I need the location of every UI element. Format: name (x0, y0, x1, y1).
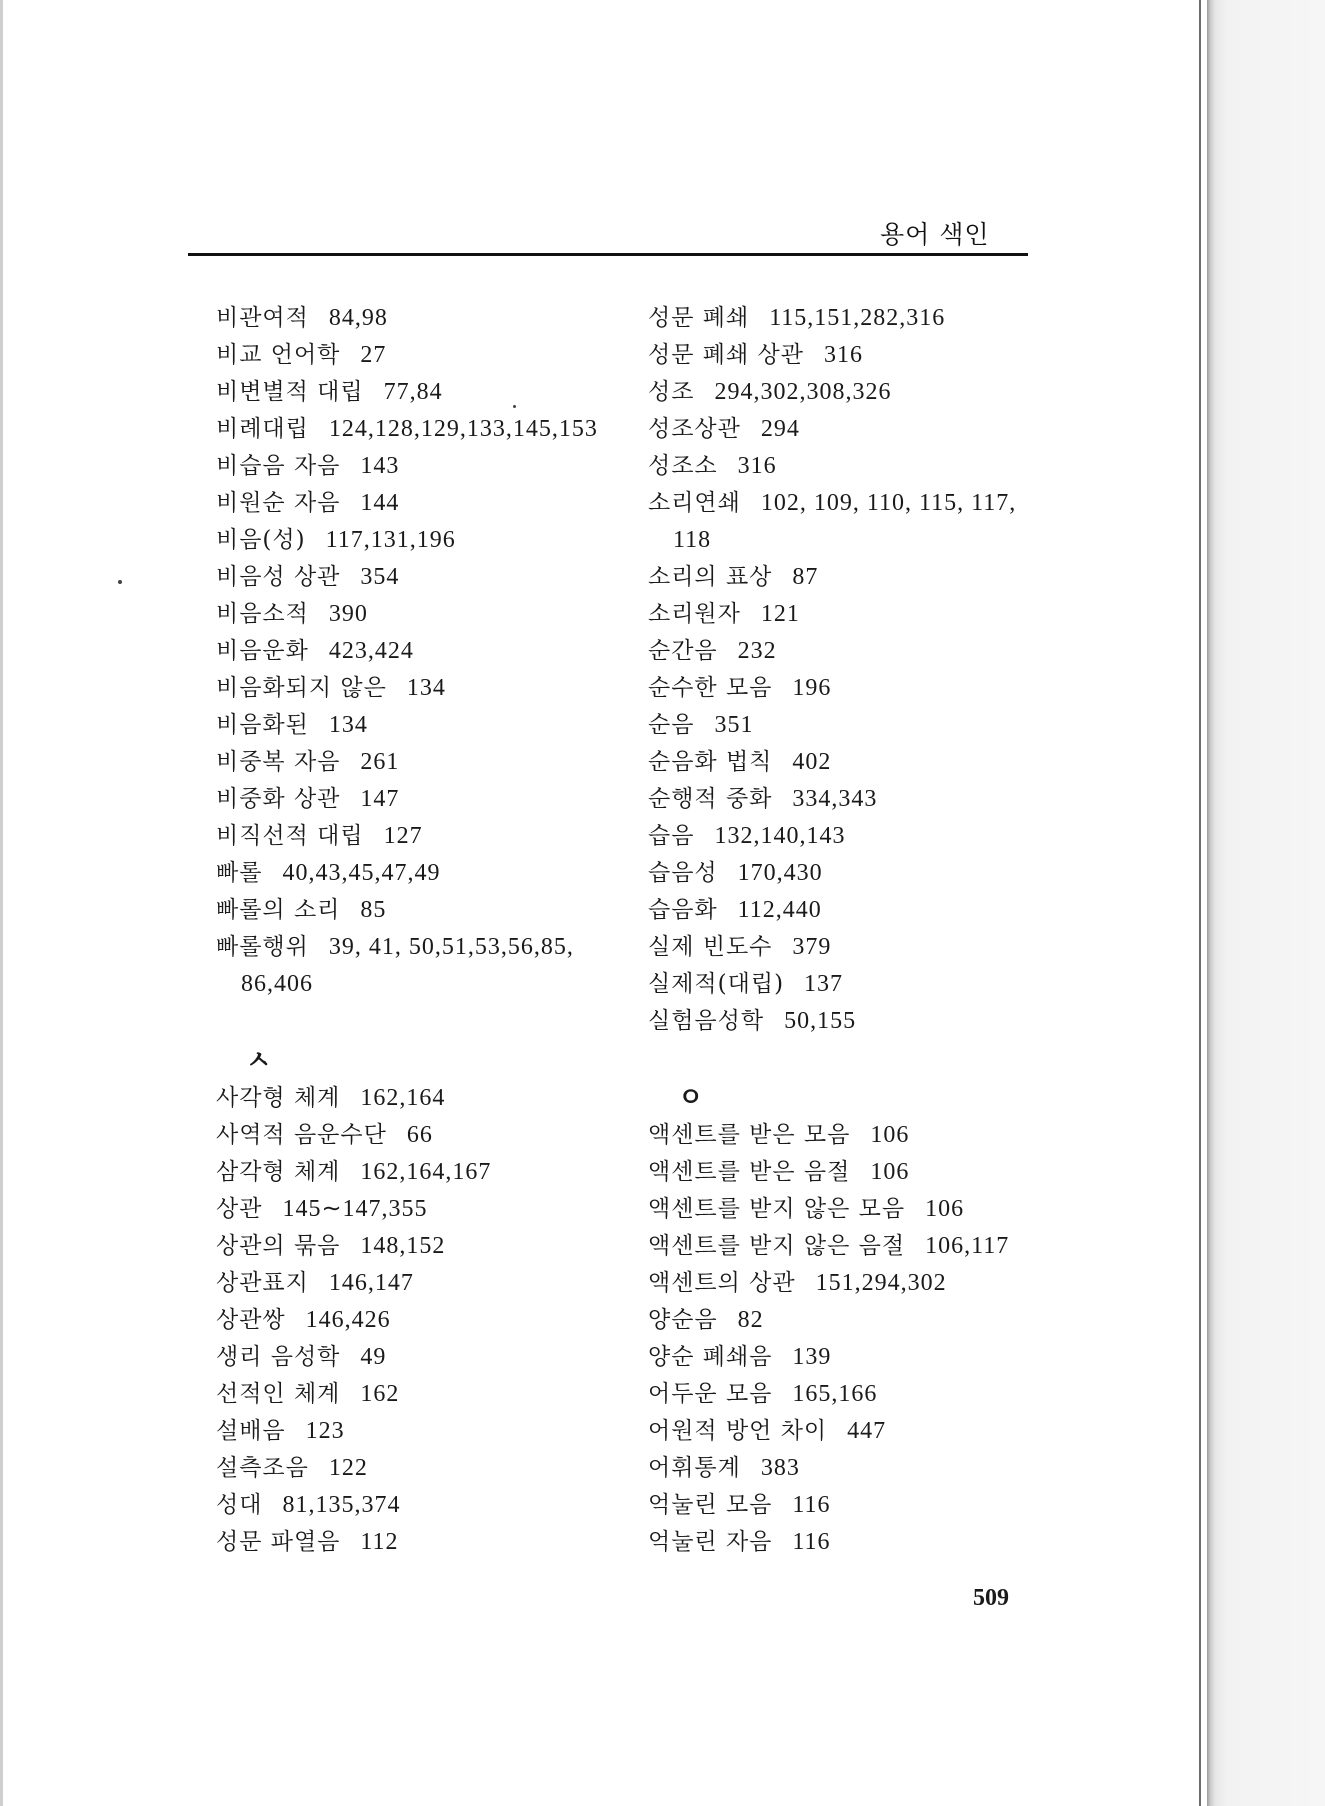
index-pages: 112,440 (737, 897, 822, 923)
index-entry (648, 1524, 1016, 1561)
index-entry (216, 1265, 598, 1302)
binding-shadow (1207, 0, 1325, 1806)
index-term: 성조 (648, 379, 695, 405)
page-number: 509 (973, 1585, 1009, 1611)
index-pages: 66 (406, 1122, 433, 1148)
index-entry (216, 596, 598, 633)
index-pages: 39, 41, 50,51,53,56,85, (328, 934, 574, 960)
index-entry (216, 744, 598, 781)
index-entry (216, 1339, 598, 1376)
index-pages: 82 (737, 1307, 764, 1333)
index-entry (216, 818, 598, 855)
index-entry (648, 1154, 1016, 1191)
index-entry (648, 1413, 1016, 1450)
index-entry (648, 300, 1016, 337)
binding-edge-line (1199, 0, 1201, 1806)
index-pages: 50,155 (784, 1008, 857, 1034)
index-pages: 145∼147,355 (282, 1196, 428, 1222)
index-pages: 81,135,374 (282, 1492, 401, 1518)
running-header: 용어 색인 (880, 220, 990, 249)
index-pages: 40,43,45,47,49 (282, 860, 441, 886)
index-term: 성대 (216, 1492, 263, 1518)
index-entry (216, 411, 598, 448)
index-term: 습음성 (648, 860, 718, 886)
index-pages: 143 (360, 453, 400, 479)
index-term: 어두운 모음 (648, 1381, 773, 1407)
index-entry (648, 781, 1016, 818)
page-left-edge (0, 0, 3, 1806)
index-entry (648, 1487, 1016, 1524)
index-term: 빠롤행위 (216, 934, 309, 960)
index-entry (216, 1450, 598, 1487)
index-term: 비음운화 (216, 638, 309, 664)
index-pages: 351 (714, 712, 754, 738)
index-entry (216, 1117, 598, 1154)
index-pages: 139 (792, 1344, 832, 1370)
index-entry (216, 1524, 598, 1561)
index-term: 비변별적 대립 (216, 379, 364, 405)
index-entry (648, 374, 1016, 411)
index-term: 소리의 표상 (648, 564, 773, 590)
index-term: 삼각형 체계 (216, 1159, 341, 1185)
index-entry (216, 485, 598, 522)
index-pages: 87 (792, 564, 819, 590)
index-term: 선적인 체계 (216, 1381, 341, 1407)
index-entry (648, 1191, 1016, 1228)
right-entries (648, 300, 1016, 1040)
index-pages: 383 (760, 1455, 800, 1481)
index-entry (648, 966, 1016, 1003)
index-entry (216, 1376, 598, 1413)
index-term: 실제적(대립) (648, 971, 785, 997)
index-pages: 27 (360, 342, 387, 368)
index-term: 액센트의 상관 (648, 1270, 796, 1296)
index-entry (216, 781, 598, 818)
index-pages: 84,98 (328, 305, 388, 331)
index-term: 상관 (216, 1196, 263, 1222)
index-pages: 132,140,143 (714, 823, 846, 849)
index-term: 성조소 (648, 453, 718, 479)
index-pages: 147 (360, 786, 400, 812)
index-term: 순행적 중화 (648, 786, 773, 812)
index-entry (216, 1080, 598, 1117)
index-pages: 162,164 (360, 1085, 446, 1111)
index-term: 비음화되지 않은 (216, 675, 387, 701)
index-pages: 423,424 (328, 638, 414, 664)
index-pages: 127 (383, 823, 423, 849)
index-pages: 134 (406, 675, 446, 701)
index-pages: 106,117 (925, 1233, 1010, 1259)
index-pages: 116 (792, 1529, 831, 1555)
index-entry (648, 1450, 1016, 1487)
index-pages: 261 (360, 749, 400, 775)
index-term: 습음 (648, 823, 695, 849)
index-term: 비교 언어학 (216, 342, 341, 368)
section-gap (648, 1040, 1016, 1080)
index-term: 사역적 음운수단 (216, 1122, 387, 1148)
print-speck (118, 580, 122, 584)
right-o-entries (648, 1117, 1016, 1561)
index-entry (216, 1413, 598, 1450)
index-pages: 85 (360, 897, 387, 923)
index-pages: 121 (760, 601, 800, 627)
index-term: 비습음 자음 (216, 453, 341, 479)
index-term: 비음성 상관 (216, 564, 341, 590)
index-pages: 77,84 (383, 379, 443, 405)
index-pages: 123 (305, 1418, 345, 1444)
index-entry (648, 485, 1016, 522)
index-pages: 196 (792, 675, 832, 701)
index-term: 성조상관 (648, 416, 741, 442)
index-entry (216, 374, 598, 411)
index-entry (648, 1339, 1016, 1376)
index-term: 성문 파열음 (216, 1529, 341, 1555)
index-entry (216, 929, 598, 966)
index-entry-continuation (216, 966, 598, 1003)
index-pages: 354 (360, 564, 400, 590)
header-rule (188, 253, 1028, 256)
section-heading-o: ㅇ (678, 1083, 704, 1113)
index-term: 빠롤의 소리 (216, 897, 341, 923)
index-entry (648, 744, 1016, 781)
index-pages: 402 (792, 749, 832, 775)
index-term: 성문 폐쇄 상관 (648, 342, 804, 368)
index-entry (216, 337, 598, 374)
index-entry (648, 559, 1016, 596)
index-entry (648, 411, 1016, 448)
index-pages: 390 (328, 601, 368, 627)
index-entry (216, 559, 598, 596)
index-term: 양순음 (648, 1307, 718, 1333)
index-term: 비음(성) (216, 527, 306, 553)
index-term: 비음화된 (216, 712, 309, 738)
index-pages: 148,152 (360, 1233, 446, 1259)
index-pages: 144 (360, 490, 400, 516)
index-entry (648, 1003, 1016, 1040)
index-term: 실제 빈도수 (648, 934, 773, 960)
index-term: 비중복 자음 (216, 749, 341, 775)
section-gap (216, 1003, 598, 1043)
index-pages: 102, 109, 110, 115, 117, (760, 490, 1017, 516)
index-entry (648, 448, 1016, 485)
index-term: 어원적 방언 차이 (648, 1418, 828, 1444)
index-entry (648, 707, 1016, 744)
index-pages: 379 (792, 934, 832, 960)
index-term: 설측조음 (216, 1455, 309, 1481)
index-pages: 316 (823, 342, 863, 368)
index-pages: 294,302,308,326 (714, 379, 892, 405)
index-entry (648, 929, 1016, 966)
index-entry (216, 855, 598, 892)
index-term: 상관쌍 (216, 1307, 286, 1333)
index-term: 비음소적 (216, 601, 309, 627)
index-term: 비례대립 (216, 416, 309, 442)
index-pages: 151,294,302 (815, 1270, 947, 1296)
index-pages: 146,147 (328, 1270, 414, 1296)
index-pages: 124,128,129,133,145,153 (328, 416, 598, 442)
index-entry (216, 1228, 598, 1265)
index-entry (216, 522, 598, 559)
index-pages: 137 (804, 971, 844, 997)
left-entries (216, 300, 598, 1003)
index-term: 비직선적 대립 (216, 823, 364, 849)
index-entry (648, 337, 1016, 374)
index-pages: 106 (925, 1196, 965, 1222)
index-entry (216, 1302, 598, 1339)
index-pages: 162 (360, 1381, 400, 1407)
index-pages: 170,430 (737, 860, 823, 886)
index-term: 성문 폐쇄 (648, 305, 750, 331)
index-term: 억눌린 자음 (648, 1529, 773, 1555)
index-term: 순음화 법칙 (648, 749, 773, 775)
index-term: 상관표지 (216, 1270, 309, 1296)
index-term: 소리원자 (648, 601, 741, 627)
index-pages: 294 (760, 416, 800, 442)
index-term: 양순 폐쇄음 (648, 1344, 773, 1370)
index-term: 억눌린 모음 (648, 1492, 773, 1518)
index-entry (648, 818, 1016, 855)
index-term: 액센트를 받은 모음 (648, 1122, 851, 1148)
index-term: 비관여적 (216, 305, 309, 331)
index-entry (648, 1117, 1016, 1154)
left-column (216, 300, 598, 1561)
index-pages: 165,166 (792, 1381, 878, 1407)
index-pages: 334,343 (792, 786, 878, 812)
index-entry (648, 1228, 1016, 1265)
left-s-entries (216, 1080, 598, 1561)
index-term: 사각형 체계 (216, 1085, 341, 1111)
index-entry (648, 1376, 1016, 1413)
index-term: 소리연쇄 (648, 490, 741, 516)
index-pages: 162,164,167 (360, 1159, 492, 1185)
index-pages: 106 (870, 1122, 910, 1148)
right-column (648, 300, 1016, 1561)
index-pages: 115,151,282,316 (769, 305, 946, 331)
index-entry (216, 1191, 598, 1228)
print-speck (513, 405, 516, 408)
index-term: 액센트를 받지 않은 음절 (648, 1233, 906, 1259)
index-pages: 232 (737, 638, 777, 664)
index-pages: 146,426 (305, 1307, 391, 1333)
index-entry (216, 1487, 598, 1524)
index-entry (216, 892, 598, 929)
index-term: 비중화 상관 (216, 786, 341, 812)
index-term: 순수한 모음 (648, 675, 773, 701)
index-pages: 118 (673, 527, 712, 553)
index-entry (648, 633, 1016, 670)
index-pages: 49 (360, 1344, 387, 1370)
index-entry (648, 855, 1016, 892)
index-entry (648, 596, 1016, 633)
index-entry (216, 670, 598, 707)
index-pages: 134 (328, 712, 368, 738)
index-term: 실험음성학 (648, 1008, 765, 1034)
index-term: 생리 음성학 (216, 1344, 341, 1370)
index-term: 상관의 묶음 (216, 1233, 341, 1259)
index-pages: 122 (328, 1455, 368, 1481)
index-term: 액센트를 받은 음절 (648, 1159, 851, 1185)
index-pages: 447 (847, 1418, 887, 1444)
index-entry-continuation (648, 522, 1016, 559)
index-entry (216, 300, 598, 337)
index-entry (216, 448, 598, 485)
index-pages: 117,131,196 (325, 527, 456, 553)
section-heading-s: ㅅ (246, 1046, 272, 1076)
index-entry (648, 670, 1016, 707)
index-entry (216, 633, 598, 670)
index-term: 순간음 (648, 638, 718, 664)
index-pages: 316 (737, 453, 777, 479)
index-term: 빠롤 (216, 860, 263, 886)
index-term: 순음 (648, 712, 695, 738)
index-term: 어휘통계 (648, 1455, 741, 1481)
index-term: 액센트를 받지 않은 모음 (648, 1196, 906, 1222)
index-pages: 106 (870, 1159, 910, 1185)
index-entry (648, 1265, 1016, 1302)
index-entry (648, 1302, 1016, 1339)
index-pages: 116 (792, 1492, 831, 1518)
index-entry (216, 707, 598, 744)
index-term: 습음화 (648, 897, 718, 923)
index-entry (648, 892, 1016, 929)
index-pages: 86,406 (241, 971, 313, 997)
index-term: 설배음 (216, 1418, 286, 1444)
index-entry (216, 1154, 598, 1191)
index-pages: 112 (360, 1529, 399, 1555)
index-term: 비원순 자음 (216, 490, 341, 516)
